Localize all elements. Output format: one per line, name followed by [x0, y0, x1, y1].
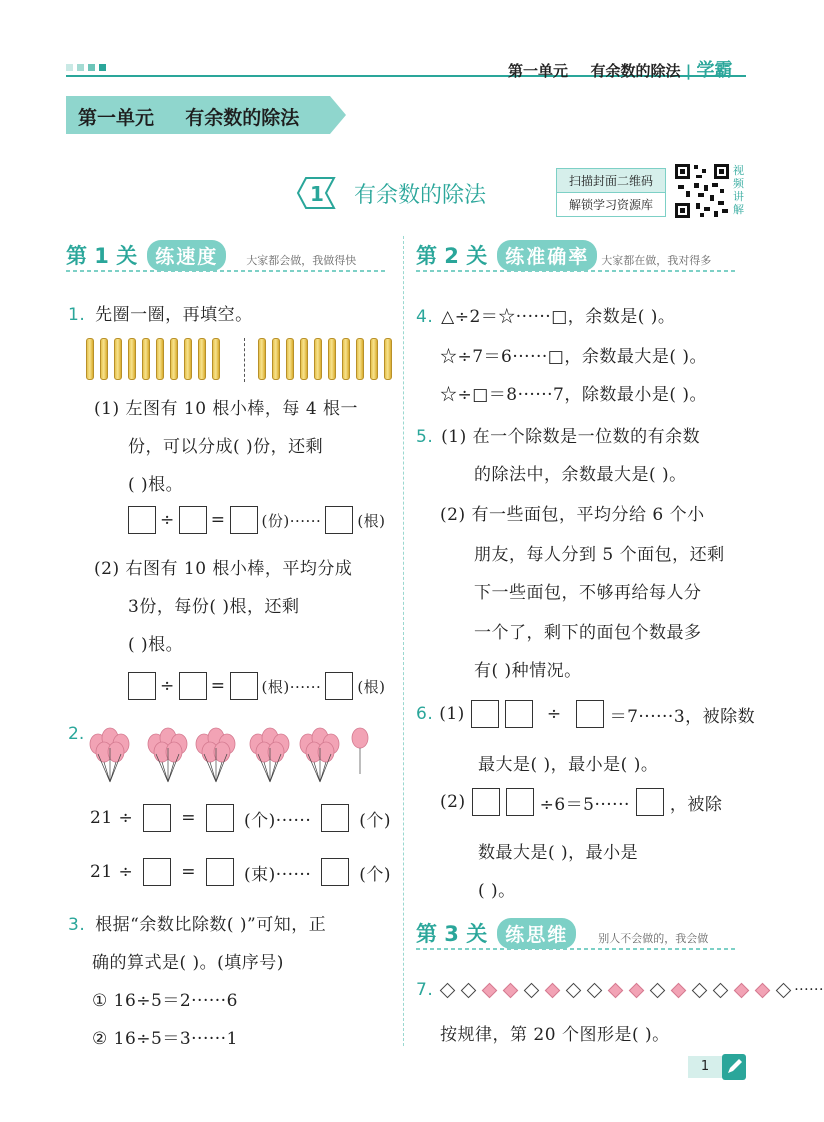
qr-panel	[556, 168, 666, 217]
q1-p1-line1: (1) 左图有 10 根小棒，每 4 根一	[94, 399, 359, 419]
q1-prompt-line	[68, 300, 253, 325]
pink-diamond-icon	[482, 982, 498, 998]
answer-box[interactable]	[636, 788, 664, 816]
answer-box[interactable]	[321, 858, 349, 886]
q3-line1: 3. 根据“余数比除数( )”可知，正	[68, 915, 327, 935]
q5-p1-line2: 的除法中，余数最大是( )。	[474, 465, 687, 485]
header-dots	[66, 64, 106, 71]
q3-option-1: ① 16÷5＝2······6	[92, 991, 238, 1011]
pink-diamond-icon	[545, 982, 561, 998]
q7-pattern-line: 7. ······	[416, 980, 824, 1000]
qr-line2: 解锁学习资源库	[557, 192, 665, 216]
lesson-title-text: 有余数的除法	[354, 182, 487, 208]
stick	[86, 338, 94, 380]
balloon-bunch	[148, 728, 187, 762]
answer-box[interactable]	[128, 672, 156, 700]
q6-p1-line1: 6. (1) ÷ ＝7······3，被除数	[416, 700, 755, 728]
unit-title: 有余数的除法	[185, 107, 300, 129]
section-3-banner	[416, 916, 736, 950]
q5-p2-line2: 朋友，每人分到 5 个面包，还剩	[474, 545, 725, 565]
q2-equation-1: 21 ÷ = (个)······ (个)	[90, 804, 391, 832]
header-chapter: 第一单元	[508, 62, 569, 80]
stick	[370, 338, 378, 380]
qr-line1: 扫描封面二维码	[557, 169, 665, 192]
unit-label: 第一单元	[78, 107, 155, 129]
qr-side-text: 视 频 讲 解	[733, 164, 744, 216]
lesson-number: 1	[310, 182, 324, 206]
white-diamond-icon	[692, 982, 708, 998]
q5-p1-line1: 5. (1) 在一个除数是一位数的有余数	[416, 427, 701, 447]
q3-option-2: ② 16÷5＝3······1	[92, 1029, 238, 1049]
q4-line1: 4. △÷2＝☆······□，余数是( )。	[416, 307, 676, 327]
answer-box[interactable]	[179, 506, 207, 534]
stick	[114, 338, 122, 380]
q1-p2-line2: 3份，每份( )根，还剩	[128, 597, 300, 617]
stick	[384, 338, 392, 380]
stick	[170, 338, 178, 380]
answer-box[interactable]	[321, 804, 349, 832]
balloon-bunch	[90, 728, 129, 762]
white-diamond-icon	[650, 982, 666, 998]
pink-diamond-icon	[629, 982, 645, 998]
balloons-illustration	[88, 724, 380, 786]
stick	[314, 338, 322, 380]
q7-diamond-pattern	[437, 985, 794, 996]
q1-p1-line2: 份，可以分成( )份，还剩	[128, 437, 324, 457]
answer-box[interactable]	[206, 858, 234, 886]
q4-line2: ☆÷7＝6······□，余数最大是( )。	[440, 347, 708, 367]
stick	[356, 338, 364, 380]
answer-box[interactable]	[206, 804, 234, 832]
answer-box[interactable]	[230, 672, 258, 700]
sticks-right-group	[258, 338, 408, 382]
q3-line2: 确的算式是( )。(填序号)	[92, 953, 284, 973]
q6-p2-line2: 数最大是( )，最小是	[478, 843, 639, 863]
stick	[184, 338, 192, 380]
answer-box[interactable]	[179, 672, 207, 700]
stick	[272, 338, 280, 380]
balloon-bunch	[250, 728, 289, 762]
brand-logo: 学霸	[696, 60, 733, 81]
answer-box[interactable]	[143, 858, 171, 886]
answer-box[interactable]	[505, 700, 533, 728]
section-3-level: 第 3 关	[416, 922, 488, 946]
q1-p2-line1: (2) 右图有 10 根小棒，平均分成	[94, 559, 353, 579]
q5-p2-line1: (2) 有一些面包，平均分给 6 个小	[440, 505, 705, 525]
q5-p2-line5: 有( )种情况。	[474, 661, 582, 681]
page-number: 1	[700, 1059, 710, 1074]
stick	[300, 338, 308, 380]
white-diamond-icon	[776, 982, 792, 998]
stick	[198, 338, 206, 380]
q1-p2-equation: ÷ = (根)······ (根)	[128, 672, 386, 700]
balloon-bunch	[196, 728, 235, 762]
section-2-level: 第 2 关	[416, 244, 488, 268]
white-diamond-icon	[713, 982, 729, 998]
answer-box[interactable]	[506, 788, 534, 816]
q7-line2: 按规律，第 20 个图形是( )。	[440, 1025, 670, 1045]
q5-p2-line4: 一个了，剩下的面包个数最多	[474, 623, 702, 643]
q1-p2-line3: ( )根。	[128, 635, 184, 655]
single-balloon	[352, 728, 368, 774]
white-diamond-icon	[440, 982, 456, 998]
white-diamond-icon	[461, 982, 477, 998]
answer-box[interactable]	[472, 788, 500, 816]
pink-diamond-icon	[503, 982, 519, 998]
pink-diamond-icon	[734, 982, 750, 998]
answer-box[interactable]	[128, 506, 156, 534]
stick	[328, 338, 336, 380]
section-1-motto: 大家都会做，我做得快	[246, 254, 357, 267]
sticks-left-group	[86, 338, 236, 382]
pink-diamond-icon	[671, 982, 687, 998]
balloon-bunch	[300, 728, 339, 762]
answer-box[interactable]	[325, 672, 353, 700]
section-2-banner	[416, 238, 736, 272]
lesson-title	[296, 176, 486, 210]
qr-code-icon[interactable]	[674, 163, 730, 219]
q6-p2-line3: ( )。	[478, 881, 516, 901]
section-3-name: 练思维	[497, 918, 576, 949]
q2-equation-2: 21 ÷ = (束)······ (个)	[90, 858, 391, 886]
stick	[258, 338, 266, 380]
section-1-level: 第 1 关	[66, 244, 138, 268]
stick	[142, 338, 150, 380]
stick	[212, 338, 220, 380]
q4-line3: ☆÷□＝8······7，除数最小是( )。	[440, 385, 708, 405]
white-diamond-icon	[587, 982, 603, 998]
white-diamond-icon	[566, 982, 582, 998]
answer-box[interactable]	[143, 804, 171, 832]
section-1-name: 练速度	[147, 240, 226, 271]
header-title: 第一单元 有余数的除法 | 学霸	[508, 60, 733, 81]
q6-p2-line1: (2) ÷6＝5······ ，被除	[440, 788, 722, 816]
answer-box[interactable]	[325, 506, 353, 534]
unit-banner	[66, 96, 346, 134]
pencil-icon	[722, 1054, 746, 1080]
pink-diamond-icon	[755, 982, 771, 998]
section-2-motto: 大家都在做，我对得多	[601, 254, 712, 267]
stick	[286, 338, 294, 380]
page-number-badge	[688, 1056, 722, 1078]
white-diamond-icon	[524, 982, 540, 998]
answer-box[interactable]	[471, 700, 499, 728]
stick	[342, 338, 350, 380]
answer-box[interactable]	[230, 506, 258, 534]
q1-p1-equation: ÷ = (份)······ (根)	[128, 506, 386, 534]
q1-number: 1.	[68, 305, 86, 325]
q2-number: 2.	[68, 724, 85, 744]
q1-prompt: 先圈一圈，再填空。	[95, 305, 253, 325]
header-topic: 有余数的除法	[590, 62, 681, 80]
stick	[156, 338, 164, 380]
stick	[100, 338, 108, 380]
q5-p2-line3: 下一些面包，不够再给每人分	[474, 583, 702, 603]
stick	[128, 338, 136, 380]
pink-diamond-icon	[608, 982, 624, 998]
answer-box[interactable]	[576, 700, 604, 728]
section-3-motto: 别人不会做的，我会做	[598, 932, 709, 945]
q1-p1-line3: ( )根。	[128, 475, 184, 495]
section-1-banner	[66, 238, 386, 272]
lesson-number-badge	[296, 176, 336, 210]
sticks-separator	[244, 338, 245, 382]
q6-p1-line2: 最大是( )，最小是( )。	[478, 755, 659, 775]
section-2-name: 练准确率	[497, 240, 597, 271]
